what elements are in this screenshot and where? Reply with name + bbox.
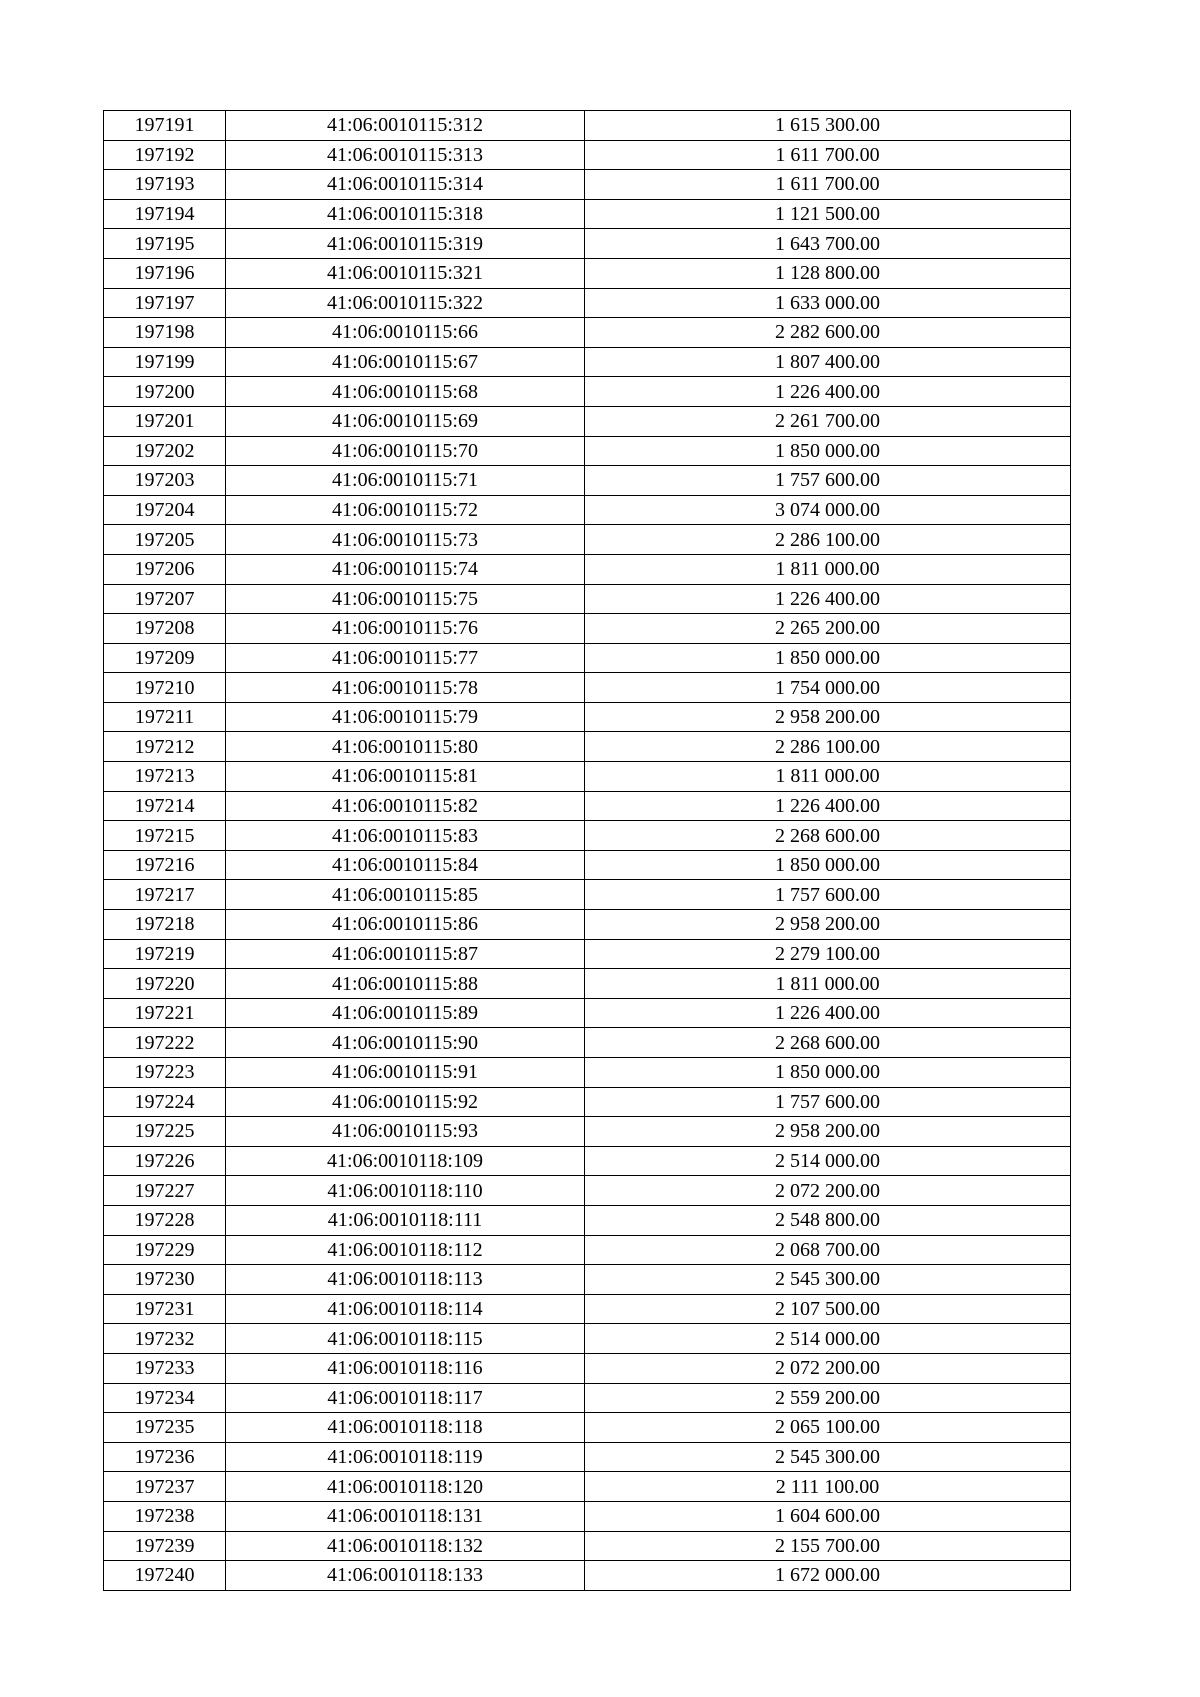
row-number-cell: 197230 xyxy=(104,1265,226,1295)
cadastral-number-cell: 41:06:0010115:80 xyxy=(226,732,585,762)
cadastral-value-cell: 2 268 600.00 xyxy=(585,1028,1071,1058)
row-number-cell: 197222 xyxy=(104,1028,226,1058)
cadastral-number-cell: 41:06:0010115:318 xyxy=(226,199,585,229)
cadastral-number-cell: 41:06:0010118:114 xyxy=(226,1294,585,1324)
table-row xyxy=(104,584,1071,614)
table-row xyxy=(104,170,1071,200)
cadastral-value-cell: 1 226 400.00 xyxy=(585,998,1071,1028)
cadastral-number-cell: 41:06:0010118:111 xyxy=(226,1205,585,1235)
row-number-cell: 197239 xyxy=(104,1531,226,1561)
cadastral-number-cell: 41:06:0010118:112 xyxy=(226,1235,585,1265)
cadastral-value-cell: 2 545 300.00 xyxy=(585,1442,1071,1472)
row-number-cell: 197228 xyxy=(104,1205,226,1235)
table-row xyxy=(104,1472,1071,1502)
row-number-cell: 197202 xyxy=(104,436,226,466)
row-number-cell: 197224 xyxy=(104,1087,226,1117)
row-number-cell: 197221 xyxy=(104,998,226,1028)
row-number-cell: 197240 xyxy=(104,1561,226,1591)
cadastral-value-cell: 1 757 600.00 xyxy=(585,1087,1071,1117)
cadastral-number-cell: 41:06:0010118:119 xyxy=(226,1442,585,1472)
cadastral-value-cell: 2 545 300.00 xyxy=(585,1265,1071,1295)
table-row xyxy=(104,1087,1071,1117)
cadastral-number-cell: 41:06:0010115:66 xyxy=(226,318,585,348)
cadastral-value-cell: 1 757 600.00 xyxy=(585,466,1071,496)
cadastral-number-cell: 41:06:0010115:82 xyxy=(226,791,585,821)
cadastral-number-cell: 41:06:0010115:312 xyxy=(226,111,585,141)
row-number-cell: 197207 xyxy=(104,584,226,614)
table-row xyxy=(104,229,1071,259)
cadastral-value-cell: 2 155 700.00 xyxy=(585,1531,1071,1561)
row-number-cell: 197205 xyxy=(104,525,226,555)
cadastral-number-cell: 41:06:0010115:67 xyxy=(226,347,585,377)
cadastral-number-cell: 41:06:0010118:132 xyxy=(226,1531,585,1561)
cadastral-number-cell: 41:06:0010118:110 xyxy=(226,1176,585,1206)
row-number-cell: 197197 xyxy=(104,288,226,318)
cadastral-value-cell: 1 128 800.00 xyxy=(585,258,1071,288)
table-row xyxy=(104,1531,1071,1561)
table-row xyxy=(104,406,1071,436)
row-number-cell: 197227 xyxy=(104,1176,226,1206)
cadastral-value-cell: 2 286 100.00 xyxy=(585,525,1071,555)
row-number-cell: 197212 xyxy=(104,732,226,762)
cadastral-value-cell: 1 611 700.00 xyxy=(585,170,1071,200)
table-row xyxy=(104,1501,1071,1531)
table-row xyxy=(104,762,1071,792)
table-row xyxy=(104,880,1071,910)
row-number-cell: 197236 xyxy=(104,1442,226,1472)
cadastral-number-cell: 41:06:0010115:314 xyxy=(226,170,585,200)
cadastral-number-cell: 41:06:0010118:117 xyxy=(226,1383,585,1413)
cadastral-value-cell: 1 643 700.00 xyxy=(585,229,1071,259)
row-number-cell: 197201 xyxy=(104,406,226,436)
cadastral-value-cell: 1 811 000.00 xyxy=(585,554,1071,584)
table-row xyxy=(104,614,1071,644)
cadastral-value-cell: 1 850 000.00 xyxy=(585,643,1071,673)
cadastral-number-cell: 41:06:0010115:78 xyxy=(226,673,585,703)
table-row xyxy=(104,466,1071,496)
cadastral-value-cell: 2 514 000.00 xyxy=(585,1324,1071,1354)
row-number-cell: 197195 xyxy=(104,229,226,259)
cadastral-value-cell: 1 121 500.00 xyxy=(585,199,1071,229)
table-row xyxy=(104,199,1071,229)
table-row xyxy=(104,673,1071,703)
row-number-cell: 197238 xyxy=(104,1501,226,1531)
cadastral-number-cell: 41:06:0010115:322 xyxy=(226,288,585,318)
row-number-cell: 197223 xyxy=(104,1058,226,1088)
cadastral-number-cell: 41:06:0010118:120 xyxy=(226,1472,585,1502)
row-number-cell: 197226 xyxy=(104,1146,226,1176)
table-row xyxy=(104,140,1071,170)
cadastral-value-cell: 2 279 100.00 xyxy=(585,939,1071,969)
cadastral-value-cell: 2 072 200.00 xyxy=(585,1353,1071,1383)
cadastral-value-cell: 2 261 700.00 xyxy=(585,406,1071,436)
cadastral-value-cell: 1 850 000.00 xyxy=(585,1058,1071,1088)
table-row xyxy=(104,1294,1071,1324)
table-row xyxy=(104,318,1071,348)
row-number-cell: 197214 xyxy=(104,791,226,821)
cadastral-value-table xyxy=(103,110,1071,1591)
table-row xyxy=(104,850,1071,880)
table-row xyxy=(104,910,1071,940)
cadastral-value-cell: 1 226 400.00 xyxy=(585,377,1071,407)
cadastral-number-cell: 41:06:0010115:76 xyxy=(226,614,585,644)
row-number-cell: 197206 xyxy=(104,554,226,584)
cadastral-number-cell: 41:06:0010115:68 xyxy=(226,377,585,407)
table-row xyxy=(104,111,1071,141)
table-row xyxy=(104,1235,1071,1265)
cadastral-number-cell: 41:06:0010115:77 xyxy=(226,643,585,673)
cadastral-value-cell: 3 074 000.00 xyxy=(585,495,1071,525)
cadastral-value-cell: 2 111 100.00 xyxy=(585,1472,1071,1502)
table-body xyxy=(104,111,1071,1591)
cadastral-value-cell: 1 757 600.00 xyxy=(585,880,1071,910)
table-row xyxy=(104,1058,1071,1088)
cadastral-number-cell: 41:06:0010115:88 xyxy=(226,969,585,999)
cadastral-number-cell: 41:06:0010115:70 xyxy=(226,436,585,466)
cadastral-number-cell: 41:06:0010115:319 xyxy=(226,229,585,259)
cadastral-number-cell: 41:06:0010118:133 xyxy=(226,1561,585,1591)
row-number-cell: 197204 xyxy=(104,495,226,525)
cadastral-value-cell: 1 611 700.00 xyxy=(585,140,1071,170)
table-row xyxy=(104,732,1071,762)
table-row xyxy=(104,821,1071,851)
row-number-cell: 197194 xyxy=(104,199,226,229)
cadastral-number-cell: 41:06:0010115:90 xyxy=(226,1028,585,1058)
row-number-cell: 197191 xyxy=(104,111,226,141)
table-row xyxy=(104,1146,1071,1176)
cadastral-value-cell: 1 672 000.00 xyxy=(585,1561,1071,1591)
cadastral-value-cell: 2 958 200.00 xyxy=(585,910,1071,940)
cadastral-value-cell: 2 282 600.00 xyxy=(585,318,1071,348)
row-number-cell: 197208 xyxy=(104,614,226,644)
cadastral-number-cell: 41:06:0010115:74 xyxy=(226,554,585,584)
cadastral-number-cell: 41:06:0010115:73 xyxy=(226,525,585,555)
cadastral-number-cell: 41:06:0010115:93 xyxy=(226,1117,585,1147)
cadastral-number-cell: 41:06:0010118:109 xyxy=(226,1146,585,1176)
cadastral-value-cell: 2 548 800.00 xyxy=(585,1205,1071,1235)
cadastral-number-cell: 41:06:0010115:72 xyxy=(226,495,585,525)
row-number-cell: 197235 xyxy=(104,1413,226,1443)
cadastral-number-cell: 41:06:0010115:79 xyxy=(226,702,585,732)
row-number-cell: 197232 xyxy=(104,1324,226,1354)
cadastral-number-cell: 41:06:0010118:131 xyxy=(226,1501,585,1531)
table-row xyxy=(104,347,1071,377)
cadastral-value-cell: 1 226 400.00 xyxy=(585,791,1071,821)
row-number-cell: 197209 xyxy=(104,643,226,673)
table-row xyxy=(104,1442,1071,1472)
table-row xyxy=(104,1413,1071,1443)
cadastral-number-cell: 41:06:0010115:83 xyxy=(226,821,585,851)
table-row xyxy=(104,495,1071,525)
row-number-cell: 197198 xyxy=(104,318,226,348)
table-row xyxy=(104,791,1071,821)
cadastral-value-cell: 1 850 000.00 xyxy=(585,436,1071,466)
row-number-cell: 197216 xyxy=(104,850,226,880)
row-number-cell: 197220 xyxy=(104,969,226,999)
row-number-cell: 197234 xyxy=(104,1383,226,1413)
table-row xyxy=(104,969,1071,999)
cadastral-value-cell: 1 615 300.00 xyxy=(585,111,1071,141)
cadastral-value-cell: 1 811 000.00 xyxy=(585,969,1071,999)
row-number-cell: 197219 xyxy=(104,939,226,969)
cadastral-number-cell: 41:06:0010115:321 xyxy=(226,258,585,288)
cadastral-value-cell: 2 072 200.00 xyxy=(585,1176,1071,1206)
row-number-cell: 197210 xyxy=(104,673,226,703)
row-number-cell: 197199 xyxy=(104,347,226,377)
row-number-cell: 197217 xyxy=(104,880,226,910)
table-row xyxy=(104,258,1071,288)
cadastral-value-cell: 1 226 400.00 xyxy=(585,584,1071,614)
cadastral-value-cell: 2 559 200.00 xyxy=(585,1383,1071,1413)
table-row xyxy=(104,288,1071,318)
table-row xyxy=(104,939,1071,969)
cadastral-number-cell: 41:06:0010118:113 xyxy=(226,1265,585,1295)
cadastral-value-cell: 2 065 100.00 xyxy=(585,1413,1071,1443)
cadastral-number-cell: 41:06:0010118:116 xyxy=(226,1353,585,1383)
table-row xyxy=(104,525,1071,555)
table-row xyxy=(104,1205,1071,1235)
table-row xyxy=(104,1117,1071,1147)
cadastral-number-cell: 41:06:0010115:89 xyxy=(226,998,585,1028)
cadastral-value-cell: 2 107 500.00 xyxy=(585,1294,1071,1324)
cadastral-number-cell: 41:06:0010115:313 xyxy=(226,140,585,170)
row-number-cell: 197203 xyxy=(104,466,226,496)
row-number-cell: 197193 xyxy=(104,170,226,200)
cadastral-number-cell: 41:06:0010118:115 xyxy=(226,1324,585,1354)
cadastral-number-cell: 41:06:0010115:75 xyxy=(226,584,585,614)
cadastral-value-cell: 2 958 200.00 xyxy=(585,1117,1071,1147)
cadastral-value-cell: 2 068 700.00 xyxy=(585,1235,1071,1265)
row-number-cell: 197200 xyxy=(104,377,226,407)
cadastral-value-cell: 1 633 000.00 xyxy=(585,288,1071,318)
table-row xyxy=(104,1353,1071,1383)
cadastral-number-cell: 41:06:0010115:71 xyxy=(226,466,585,496)
cadastral-number-cell: 41:06:0010115:92 xyxy=(226,1087,585,1117)
cadastral-value-cell: 1 811 000.00 xyxy=(585,762,1071,792)
row-number-cell: 197225 xyxy=(104,1117,226,1147)
row-number-cell: 197229 xyxy=(104,1235,226,1265)
row-number-cell: 197192 xyxy=(104,140,226,170)
table-row xyxy=(104,1561,1071,1591)
row-number-cell: 197196 xyxy=(104,258,226,288)
table-row xyxy=(104,1324,1071,1354)
table-row xyxy=(104,998,1071,1028)
cadastral-number-cell: 41:06:0010115:85 xyxy=(226,880,585,910)
cadastral-number-cell: 41:06:0010115:69 xyxy=(226,406,585,436)
table-row xyxy=(104,377,1071,407)
row-number-cell: 197233 xyxy=(104,1353,226,1383)
table-row xyxy=(104,436,1071,466)
cadastral-number-cell: 41:06:0010118:118 xyxy=(226,1413,585,1443)
cadastral-value-cell: 2 286 100.00 xyxy=(585,732,1071,762)
table-row xyxy=(104,554,1071,584)
cadastral-value-cell: 1 754 000.00 xyxy=(585,673,1071,703)
table-row xyxy=(104,1383,1071,1413)
table-row xyxy=(104,702,1071,732)
row-number-cell: 197213 xyxy=(104,762,226,792)
row-number-cell: 197211 xyxy=(104,702,226,732)
row-number-cell: 197218 xyxy=(104,910,226,940)
row-number-cell: 197215 xyxy=(104,821,226,851)
cadastral-number-cell: 41:06:0010115:87 xyxy=(226,939,585,969)
cadastral-number-cell: 41:06:0010115:81 xyxy=(226,762,585,792)
cadastral-number-cell: 41:06:0010115:91 xyxy=(226,1058,585,1088)
table-row xyxy=(104,1265,1071,1295)
table-row xyxy=(104,1028,1071,1058)
cadastral-value-cell: 1 807 400.00 xyxy=(585,347,1071,377)
cadastral-value-cell: 2 268 600.00 xyxy=(585,821,1071,851)
table-row xyxy=(104,643,1071,673)
cadastral-value-cell: 1 604 600.00 xyxy=(585,1501,1071,1531)
cadastral-number-cell: 41:06:0010115:86 xyxy=(226,910,585,940)
row-number-cell: 197231 xyxy=(104,1294,226,1324)
cadastral-value-cell: 1 850 000.00 xyxy=(585,850,1071,880)
row-number-cell: 197237 xyxy=(104,1472,226,1502)
cadastral-value-cell: 2 514 000.00 xyxy=(585,1146,1071,1176)
cadastral-number-cell: 41:06:0010115:84 xyxy=(226,850,585,880)
cadastral-value-cell: 2 958 200.00 xyxy=(585,702,1071,732)
table-row xyxy=(104,1176,1071,1206)
cadastral-value-cell: 2 265 200.00 xyxy=(585,614,1071,644)
